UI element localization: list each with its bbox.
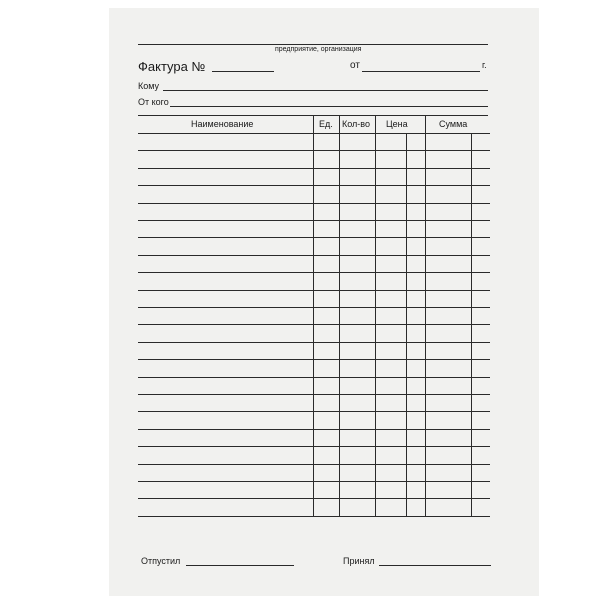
received-by-label: Принял — [343, 556, 375, 566]
table-row[interactable] — [138, 168, 490, 185]
table-row[interactable] — [138, 394, 490, 411]
table-row[interactable] — [138, 377, 490, 394]
table-row[interactable] — [138, 203, 490, 220]
column-header-name: Наименование — [191, 119, 254, 129]
column-divider-price-kopecks — [406, 133, 407, 516]
column-header-quantity: Кол-во — [342, 119, 370, 129]
date-field[interactable] — [362, 71, 480, 72]
table-row[interactable] — [138, 498, 490, 515]
column-divider-sum — [425, 115, 426, 516]
table-row[interactable] — [138, 411, 490, 428]
year-suffix-label: г. — [482, 60, 487, 70]
table-row[interactable] — [138, 255, 490, 272]
table-row[interactable] — [138, 220, 490, 237]
released-by-field[interactable] — [186, 565, 294, 566]
received-by-field[interactable] — [379, 565, 491, 566]
table-row[interactable] — [138, 359, 490, 376]
invoice-title-label: Фактура № — [138, 59, 206, 74]
recipient-field[interactable] — [163, 90, 488, 91]
organization-line[interactable] — [138, 44, 488, 45]
table-row[interactable] — [138, 307, 490, 324]
table-row[interactable] — [138, 324, 490, 341]
table-row[interactable] — [138, 185, 490, 202]
table-row[interactable] — [138, 342, 490, 359]
column-divider-sum-kopecks — [471, 133, 472, 516]
column-divider-quantity — [339, 115, 340, 516]
recipient-label: Кому — [138, 81, 160, 91]
column-header-unit: Ед. — [319, 119, 333, 129]
date-prefix-label: от — [350, 60, 360, 71]
released-by-label: Отпустил — [141, 556, 181, 566]
table-row[interactable] — [138, 429, 490, 446]
organization-caption: предприятие, организация — [275, 46, 362, 53]
table-row[interactable] — [138, 150, 490, 167]
table-row[interactable] — [138, 133, 490, 150]
column-header-sum: Сумма — [439, 119, 468, 129]
column-divider-price — [375, 115, 376, 516]
table-row[interactable] — [138, 272, 490, 289]
table-row[interactable] — [138, 464, 490, 481]
column-header-price: Цена — [386, 119, 408, 129]
table-row[interactable] — [138, 446, 490, 463]
invoice-number-field[interactable] — [212, 71, 274, 72]
table-row[interactable] — [138, 290, 490, 307]
sender-label: От кого — [138, 97, 169, 107]
sender-field[interactable] — [170, 106, 488, 107]
column-divider-unit — [313, 115, 314, 516]
table-row[interactable] — [138, 481, 490, 498]
table-row-line — [138, 516, 490, 517]
table-row[interactable] — [138, 237, 490, 254]
